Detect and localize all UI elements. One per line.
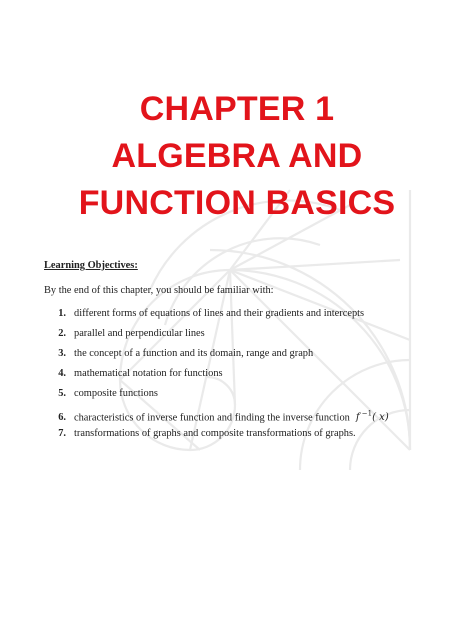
math-base: f xyxy=(355,412,360,424)
title-line-chapter: CHAPTER 1 xyxy=(139,90,335,128)
list-item xyxy=(44,367,444,387)
math-argument: ( x) xyxy=(372,412,389,424)
math-superscript: −1 xyxy=(359,410,373,418)
list-item xyxy=(44,327,444,347)
list-item xyxy=(44,427,444,447)
objectives-list xyxy=(44,307,444,447)
item-text xyxy=(74,407,444,425)
item-number: 1. xyxy=(58,308,66,319)
chapter-title xyxy=(0,86,474,227)
learning-objectives xyxy=(44,259,444,447)
item-text: the concept of a function and its domain, range and graph xyxy=(74,348,314,359)
objectives-intro: By the end of this chapter, you should be familiar with: xyxy=(44,285,274,296)
list-item xyxy=(44,407,444,427)
list-item xyxy=(44,347,444,367)
title-line-functions: FUNCTION BASICS xyxy=(78,184,396,222)
item-number: 2. xyxy=(58,328,66,339)
inverse-function-notation xyxy=(356,412,389,423)
item-number: 5. xyxy=(58,388,66,399)
item-number: 3. xyxy=(58,348,66,359)
title-line-algebra: ALGEBRA AND xyxy=(111,137,363,175)
item-text: different forms of equations of lines and their gradients and intercepts xyxy=(74,308,365,319)
item-text: mathematical notation for functions xyxy=(74,368,223,379)
objectives-heading: Learning Objectives: xyxy=(44,260,138,271)
item-text: composite functions xyxy=(74,388,158,399)
item-number: 6. xyxy=(58,412,66,424)
item-text-body: characteristics of inverse function and finding the inverse function xyxy=(74,412,350,424)
item-number: 4. xyxy=(58,368,66,379)
item-text: transformations of graphs and composite transformations of graphs. xyxy=(74,428,356,439)
item-number: 7. xyxy=(58,428,66,439)
list-item xyxy=(44,387,444,407)
list-item xyxy=(44,307,444,327)
item-text: parallel and perpendicular lines xyxy=(74,328,205,339)
